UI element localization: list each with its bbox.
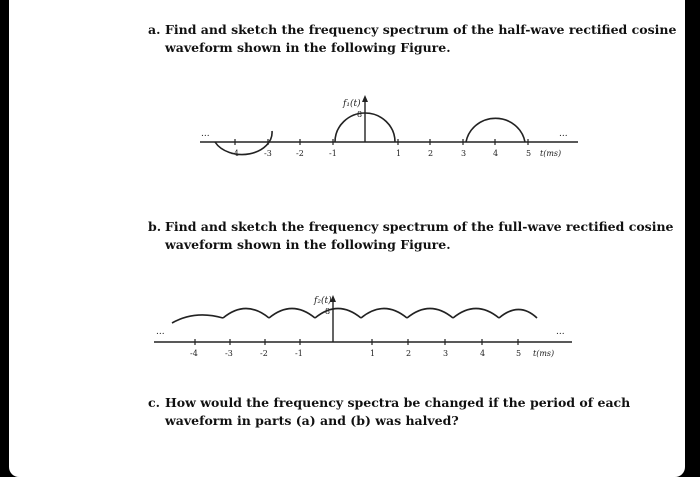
figure-b-arch-6 <box>407 309 453 319</box>
figure-a-tick-label: 3 <box>461 149 467 158</box>
figure-b-ellipsis-right: ... <box>556 327 565 337</box>
figure-a-ellipsis-left: ... <box>201 129 210 139</box>
figure-a-ellipsis-right: ... <box>559 129 568 139</box>
question-c-line-2: waveform in parts (a) and (b) was halved? <box>165 413 459 428</box>
figure-b-arch-3 <box>269 309 315 319</box>
figure-b-tick-label: -3 <box>225 349 233 358</box>
figure-a-tick-label: 4 <box>493 149 499 158</box>
figure-b-tick-label: 1 <box>370 349 376 358</box>
figure-a-tick-label: 2 <box>428 149 434 158</box>
question-c-line-1: How would the frequency spectra be changed if the period of each <box>165 395 631 410</box>
figure-b-arch-1 <box>172 315 223 323</box>
question-a-letter: a. <box>148 22 161 37</box>
figure-b-tick-labels <box>190 349 521 358</box>
figure-a-tick-label: 5 <box>526 149 532 158</box>
figure-a-amplitude-label: 8 <box>357 110 363 119</box>
figure-b-axis-label: t(ms) <box>533 349 555 358</box>
figure-b-tick-label: 2 <box>406 349 412 358</box>
figure-b-tick-label: 5 <box>516 349 522 358</box>
figure-a-tick-label: 1 <box>396 149 402 158</box>
question-b-line-2: waveform shown in the following Figure. <box>165 237 451 252</box>
figure-b-amplitude-label: 8 <box>325 307 331 316</box>
figure-b-waveform <box>172 309 537 324</box>
figure-b-arch-4 <box>315 309 361 319</box>
figure-b-tick-label: -2 <box>260 349 268 358</box>
figure-b-tick-label: 3 <box>443 349 449 358</box>
figure-b-arch-2 <box>223 309 269 319</box>
figure-b-arch-5 <box>361 309 407 319</box>
question-a-line-2: waveform shown in the following Figure. <box>165 40 451 55</box>
question-b-letter: b. <box>148 219 162 234</box>
figure-b-ellipsis-left: ... <box>156 327 165 337</box>
question-b-line-1: Find and sketch the frequency spectrum of the full-wave rectified cosine <box>165 219 674 234</box>
figure-a-tick-label: -4 <box>231 149 239 158</box>
question-a-line-1: Find and sketch the frequency spectrum of the half-wave rectified cosine <box>165 22 677 37</box>
figure-a-signal-label: f₁(t) <box>343 99 361 109</box>
figure-a-axis-label: t(ms) <box>540 149 562 158</box>
figure-b-arch-7 <box>453 309 499 319</box>
figure-a-tick-label: -2 <box>296 149 304 158</box>
figure-b-arch-8 <box>499 310 537 319</box>
figure-a-tick-label: -1 <box>329 149 337 158</box>
figure-b-tick-label: 4 <box>480 349 486 358</box>
question-c-letter: c. <box>148 395 160 410</box>
figure-a-tick-label: -3 <box>264 149 272 158</box>
figure-b-tick-label: -1 <box>295 349 303 358</box>
figure-b-signal-label: f₂(t) <box>314 296 332 306</box>
figure-b-tick-label: -4 <box>190 349 198 358</box>
